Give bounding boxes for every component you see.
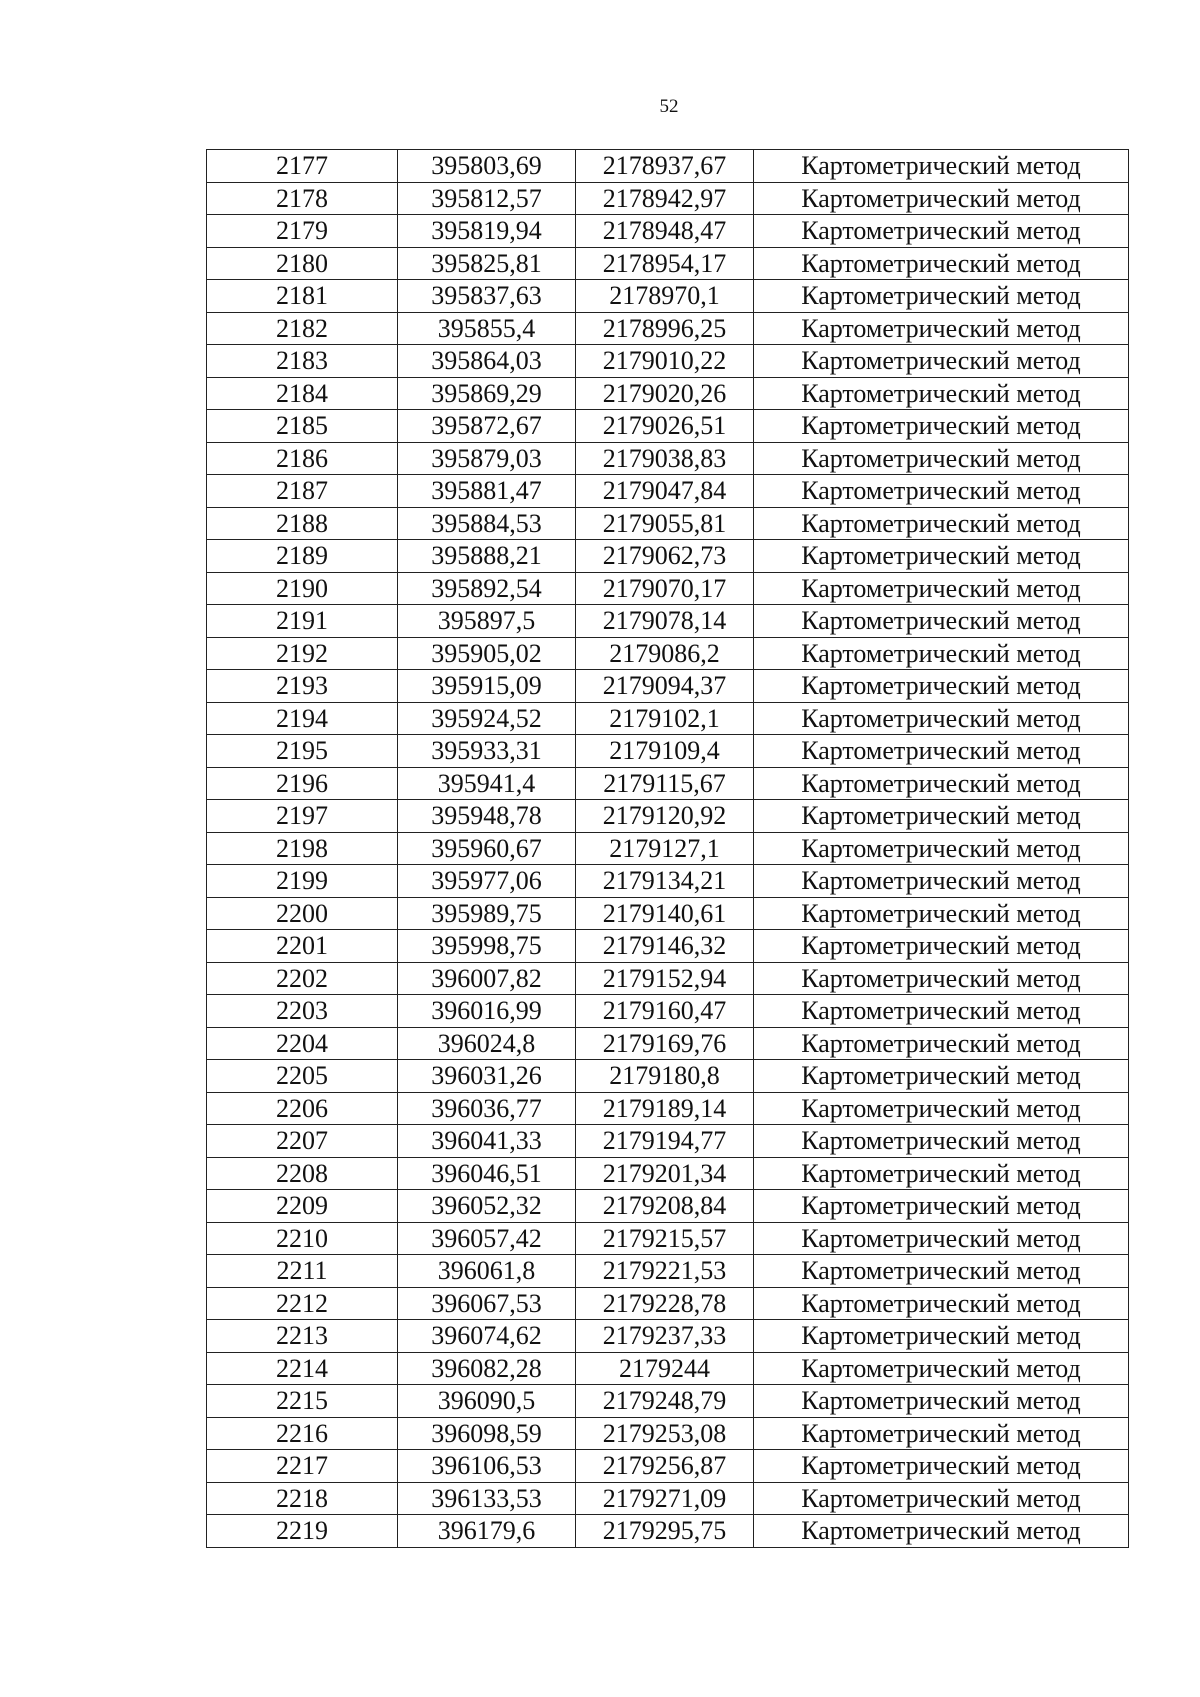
y-coordinate-cell: 2179127,1 xyxy=(576,832,754,865)
table-row xyxy=(207,605,1129,638)
method-cell: Картометрический метод xyxy=(754,1515,1129,1548)
point-number-cell: 2192 xyxy=(207,637,398,670)
point-number-cell: 2184 xyxy=(207,377,398,410)
x-coordinate-cell: 395869,29 xyxy=(398,377,576,410)
y-coordinate-cell: 2178996,25 xyxy=(576,312,754,345)
table-row xyxy=(207,1515,1129,1548)
y-coordinate-cell: 2179180,8 xyxy=(576,1060,754,1093)
point-number-cell: 2219 xyxy=(207,1515,398,1548)
y-coordinate-cell: 2179237,33 xyxy=(576,1320,754,1353)
method-cell: Картометрический метод xyxy=(754,1450,1129,1483)
point-number-cell: 2212 xyxy=(207,1287,398,1320)
table-row xyxy=(207,475,1129,508)
method-cell: Картометрический метод xyxy=(754,637,1129,670)
x-coordinate-cell: 395989,75 xyxy=(398,897,576,930)
method-cell: Картометрический метод xyxy=(754,442,1129,475)
point-number-cell: 2203 xyxy=(207,995,398,1028)
table-row xyxy=(207,1385,1129,1418)
table-row xyxy=(207,1157,1129,1190)
method-cell: Картометрический метод xyxy=(754,1157,1129,1190)
method-cell: Картометрический метод xyxy=(754,247,1129,280)
point-number-cell: 2196 xyxy=(207,767,398,800)
x-coordinate-cell: 396046,51 xyxy=(398,1157,576,1190)
y-coordinate-cell: 2179160,47 xyxy=(576,995,754,1028)
method-cell: Картометрический метод xyxy=(754,670,1129,703)
y-coordinate-cell: 2179194,77 xyxy=(576,1125,754,1158)
point-number-cell: 2190 xyxy=(207,572,398,605)
point-number-cell: 2204 xyxy=(207,1027,398,1060)
y-coordinate-cell: 2179271,09 xyxy=(576,1482,754,1515)
y-coordinate-cell: 2179248,79 xyxy=(576,1385,754,1418)
point-number-cell: 2197 xyxy=(207,800,398,833)
y-coordinate-cell: 2179146,32 xyxy=(576,930,754,963)
y-coordinate-cell: 2179047,84 xyxy=(576,475,754,508)
x-coordinate-cell: 395812,57 xyxy=(398,182,576,215)
y-coordinate-cell: 2179109,4 xyxy=(576,735,754,768)
point-number-cell: 2214 xyxy=(207,1352,398,1385)
y-coordinate-cell: 2179020,26 xyxy=(576,377,754,410)
method-cell: Картометрический метод xyxy=(754,962,1129,995)
table-row xyxy=(207,1287,1129,1320)
table-row xyxy=(207,1255,1129,1288)
table-row xyxy=(207,345,1129,378)
table-row xyxy=(207,507,1129,540)
y-coordinate-cell: 2178937,67 xyxy=(576,150,754,183)
x-coordinate-cell: 396098,59 xyxy=(398,1417,576,1450)
method-cell: Картометрический метод xyxy=(754,1352,1129,1385)
y-coordinate-cell: 2179102,1 xyxy=(576,702,754,735)
point-number-cell: 2216 xyxy=(207,1417,398,1450)
point-number-cell: 2215 xyxy=(207,1385,398,1418)
table-row xyxy=(207,182,1129,215)
y-coordinate-cell: 2179244 xyxy=(576,1352,754,1385)
point-number-cell: 2185 xyxy=(207,410,398,443)
y-coordinate-cell: 2179070,17 xyxy=(576,572,754,605)
x-coordinate-cell: 395855,4 xyxy=(398,312,576,345)
x-coordinate-cell: 395941,4 xyxy=(398,767,576,800)
y-coordinate-cell: 2179256,87 xyxy=(576,1450,754,1483)
table-row xyxy=(207,540,1129,573)
x-coordinate-cell: 395960,67 xyxy=(398,832,576,865)
point-number-cell: 2188 xyxy=(207,507,398,540)
x-coordinate-cell: 396024,8 xyxy=(398,1027,576,1060)
method-cell: Картометрический метод xyxy=(754,1287,1129,1320)
point-number-cell: 2195 xyxy=(207,735,398,768)
table-row xyxy=(207,442,1129,475)
y-coordinate-cell: 2179062,73 xyxy=(576,540,754,573)
x-coordinate-cell: 395905,02 xyxy=(398,637,576,670)
table-row xyxy=(207,800,1129,833)
table-row xyxy=(207,962,1129,995)
coordinates-table xyxy=(206,149,1129,1548)
point-number-cell: 2207 xyxy=(207,1125,398,1158)
x-coordinate-cell: 395888,21 xyxy=(398,540,576,573)
y-coordinate-cell: 2179152,94 xyxy=(576,962,754,995)
y-coordinate-cell: 2179221,53 xyxy=(576,1255,754,1288)
x-coordinate-cell: 395948,78 xyxy=(398,800,576,833)
x-coordinate-cell: 396090,5 xyxy=(398,1385,576,1418)
table-row xyxy=(207,312,1129,345)
x-coordinate-cell: 395837,63 xyxy=(398,280,576,313)
point-number-cell: 2202 xyxy=(207,962,398,995)
table-row xyxy=(207,572,1129,605)
method-cell: Картометрический метод xyxy=(754,800,1129,833)
x-coordinate-cell: 396067,53 xyxy=(398,1287,576,1320)
method-cell: Картометрический метод xyxy=(754,345,1129,378)
x-coordinate-cell: 396052,32 xyxy=(398,1190,576,1223)
point-number-cell: 2182 xyxy=(207,312,398,345)
point-number-cell: 2213 xyxy=(207,1320,398,1353)
x-coordinate-cell: 396036,77 xyxy=(398,1092,576,1125)
table-row xyxy=(207,247,1129,280)
point-number-cell: 2206 xyxy=(207,1092,398,1125)
point-number-cell: 2194 xyxy=(207,702,398,735)
x-coordinate-cell: 396041,33 xyxy=(398,1125,576,1158)
y-coordinate-cell: 2179055,81 xyxy=(576,507,754,540)
point-number-cell: 2179 xyxy=(207,215,398,248)
table-row xyxy=(207,670,1129,703)
table-row xyxy=(207,1450,1129,1483)
table-row xyxy=(207,637,1129,670)
table-row xyxy=(207,897,1129,930)
method-cell: Картометрический метод xyxy=(754,1190,1129,1223)
method-cell: Картометрический метод xyxy=(754,475,1129,508)
method-cell: Картометрический метод xyxy=(754,897,1129,930)
table-row xyxy=(207,995,1129,1028)
method-cell: Картометрический метод xyxy=(754,1417,1129,1450)
x-coordinate-cell: 395892,54 xyxy=(398,572,576,605)
x-coordinate-cell: 396179,6 xyxy=(398,1515,576,1548)
point-number-cell: 2200 xyxy=(207,897,398,930)
x-coordinate-cell: 395881,47 xyxy=(398,475,576,508)
y-coordinate-cell: 2179201,34 xyxy=(576,1157,754,1190)
method-cell: Картометрический метод xyxy=(754,735,1129,768)
y-coordinate-cell: 2179134,21 xyxy=(576,865,754,898)
method-cell: Картометрический метод xyxy=(754,1092,1129,1125)
x-coordinate-cell: 395825,81 xyxy=(398,247,576,280)
point-number-cell: 2198 xyxy=(207,832,398,865)
table-row xyxy=(207,1027,1129,1060)
x-coordinate-cell: 395998,75 xyxy=(398,930,576,963)
point-number-cell: 2177 xyxy=(207,150,398,183)
point-number-cell: 2210 xyxy=(207,1222,398,1255)
y-coordinate-cell: 2178948,47 xyxy=(576,215,754,248)
x-coordinate-cell: 396082,28 xyxy=(398,1352,576,1385)
x-coordinate-cell: 395872,67 xyxy=(398,410,576,443)
method-cell: Картометрический метод xyxy=(754,995,1129,1028)
method-cell: Картометрический метод xyxy=(754,1385,1129,1418)
y-coordinate-cell: 2179086,2 xyxy=(576,637,754,670)
point-number-cell: 2181 xyxy=(207,280,398,313)
y-coordinate-cell: 2179208,84 xyxy=(576,1190,754,1223)
point-number-cell: 2191 xyxy=(207,605,398,638)
point-number-cell: 2205 xyxy=(207,1060,398,1093)
x-coordinate-cell: 395924,52 xyxy=(398,702,576,735)
x-coordinate-cell: 395819,94 xyxy=(398,215,576,248)
x-coordinate-cell: 395977,06 xyxy=(398,865,576,898)
table-row xyxy=(207,735,1129,768)
point-number-cell: 2183 xyxy=(207,345,398,378)
method-cell: Картометрический метод xyxy=(754,1222,1129,1255)
x-coordinate-cell: 395864,03 xyxy=(398,345,576,378)
y-coordinate-cell: 2179253,08 xyxy=(576,1417,754,1450)
x-coordinate-cell: 396106,53 xyxy=(398,1450,576,1483)
method-cell: Картометрический метод xyxy=(754,215,1129,248)
x-coordinate-cell: 395884,53 xyxy=(398,507,576,540)
table-row xyxy=(207,280,1129,313)
coordinates-table-container xyxy=(206,149,1128,1548)
y-coordinate-cell: 2179078,14 xyxy=(576,605,754,638)
x-coordinate-cell: 395897,5 xyxy=(398,605,576,638)
point-number-cell: 2199 xyxy=(207,865,398,898)
method-cell: Картометрический метод xyxy=(754,507,1129,540)
y-coordinate-cell: 2179120,92 xyxy=(576,800,754,833)
method-cell: Картометрический метод xyxy=(754,572,1129,605)
table-row xyxy=(207,767,1129,800)
table-row xyxy=(207,410,1129,443)
x-coordinate-cell: 396016,99 xyxy=(398,995,576,1028)
table-row xyxy=(207,832,1129,865)
table-row xyxy=(207,215,1129,248)
x-coordinate-cell: 395915,09 xyxy=(398,670,576,703)
x-coordinate-cell: 396074,62 xyxy=(398,1320,576,1353)
table-row xyxy=(207,1482,1129,1515)
point-number-cell: 2201 xyxy=(207,930,398,963)
x-coordinate-cell: 396031,26 xyxy=(398,1060,576,1093)
x-coordinate-cell: 396057,42 xyxy=(398,1222,576,1255)
point-number-cell: 2211 xyxy=(207,1255,398,1288)
table-row xyxy=(207,1352,1129,1385)
table-row xyxy=(207,1417,1129,1450)
y-coordinate-cell: 2179038,83 xyxy=(576,442,754,475)
coordinates-table-body xyxy=(207,150,1129,1548)
method-cell: Картометрический метод xyxy=(754,377,1129,410)
method-cell: Картометрический метод xyxy=(754,865,1129,898)
method-cell: Картометрический метод xyxy=(754,410,1129,443)
x-coordinate-cell: 396007,82 xyxy=(398,962,576,995)
y-coordinate-cell: 2179169,76 xyxy=(576,1027,754,1060)
table-row xyxy=(207,1190,1129,1223)
y-coordinate-cell: 2179189,14 xyxy=(576,1092,754,1125)
table-row xyxy=(207,702,1129,735)
method-cell: Картометрический метод xyxy=(754,1060,1129,1093)
method-cell: Картометрический метод xyxy=(754,1027,1129,1060)
table-row xyxy=(207,150,1129,183)
y-coordinate-cell: 2179115,67 xyxy=(576,767,754,800)
point-number-cell: 2178 xyxy=(207,182,398,215)
table-row xyxy=(207,377,1129,410)
x-coordinate-cell: 395879,03 xyxy=(398,442,576,475)
method-cell: Картометрический метод xyxy=(754,1125,1129,1158)
y-coordinate-cell: 2179215,57 xyxy=(576,1222,754,1255)
y-coordinate-cell: 2179228,78 xyxy=(576,1287,754,1320)
method-cell: Картометрический метод xyxy=(754,280,1129,313)
method-cell: Картометрический метод xyxy=(754,767,1129,800)
method-cell: Картометрический метод xyxy=(754,930,1129,963)
table-row xyxy=(207,1092,1129,1125)
method-cell: Картометрический метод xyxy=(754,182,1129,215)
method-cell: Картометрический метод xyxy=(754,312,1129,345)
table-row xyxy=(207,865,1129,898)
point-number-cell: 2187 xyxy=(207,475,398,508)
method-cell: Картометрический метод xyxy=(754,832,1129,865)
method-cell: Картометрический метод xyxy=(754,702,1129,735)
point-number-cell: 2218 xyxy=(207,1482,398,1515)
method-cell: Картометрический метод xyxy=(754,605,1129,638)
table-row xyxy=(207,1320,1129,1353)
table-row xyxy=(207,1125,1129,1158)
y-coordinate-cell: 2179094,37 xyxy=(576,670,754,703)
method-cell: Картометрический метод xyxy=(754,1255,1129,1288)
x-coordinate-cell: 396061,8 xyxy=(398,1255,576,1288)
y-coordinate-cell: 2178954,17 xyxy=(576,247,754,280)
point-number-cell: 2217 xyxy=(207,1450,398,1483)
x-coordinate-cell: 395933,31 xyxy=(398,735,576,768)
page-number: 52 xyxy=(659,96,679,117)
x-coordinate-cell: 396133,53 xyxy=(398,1482,576,1515)
y-coordinate-cell: 2179010,22 xyxy=(576,345,754,378)
point-number-cell: 2208 xyxy=(207,1157,398,1190)
point-number-cell: 2186 xyxy=(207,442,398,475)
table-row xyxy=(207,930,1129,963)
method-cell: Картометрический метод xyxy=(754,1320,1129,1353)
point-number-cell: 2193 xyxy=(207,670,398,703)
x-coordinate-cell: 395803,69 xyxy=(398,150,576,183)
method-cell: Картометрический метод xyxy=(754,540,1129,573)
table-row xyxy=(207,1060,1129,1093)
method-cell: Картометрический метод xyxy=(754,1482,1129,1515)
method-cell: Картометрический метод xyxy=(754,150,1129,183)
y-coordinate-cell: 2179295,75 xyxy=(576,1515,754,1548)
table-row xyxy=(207,1222,1129,1255)
y-coordinate-cell: 2178942,97 xyxy=(576,182,754,215)
point-number-cell: 2180 xyxy=(207,247,398,280)
point-number-cell: 2189 xyxy=(207,540,398,573)
y-coordinate-cell: 2179026,51 xyxy=(576,410,754,443)
y-coordinate-cell: 2179140,61 xyxy=(576,897,754,930)
point-number-cell: 2209 xyxy=(207,1190,398,1223)
y-coordinate-cell: 2178970,1 xyxy=(576,280,754,313)
